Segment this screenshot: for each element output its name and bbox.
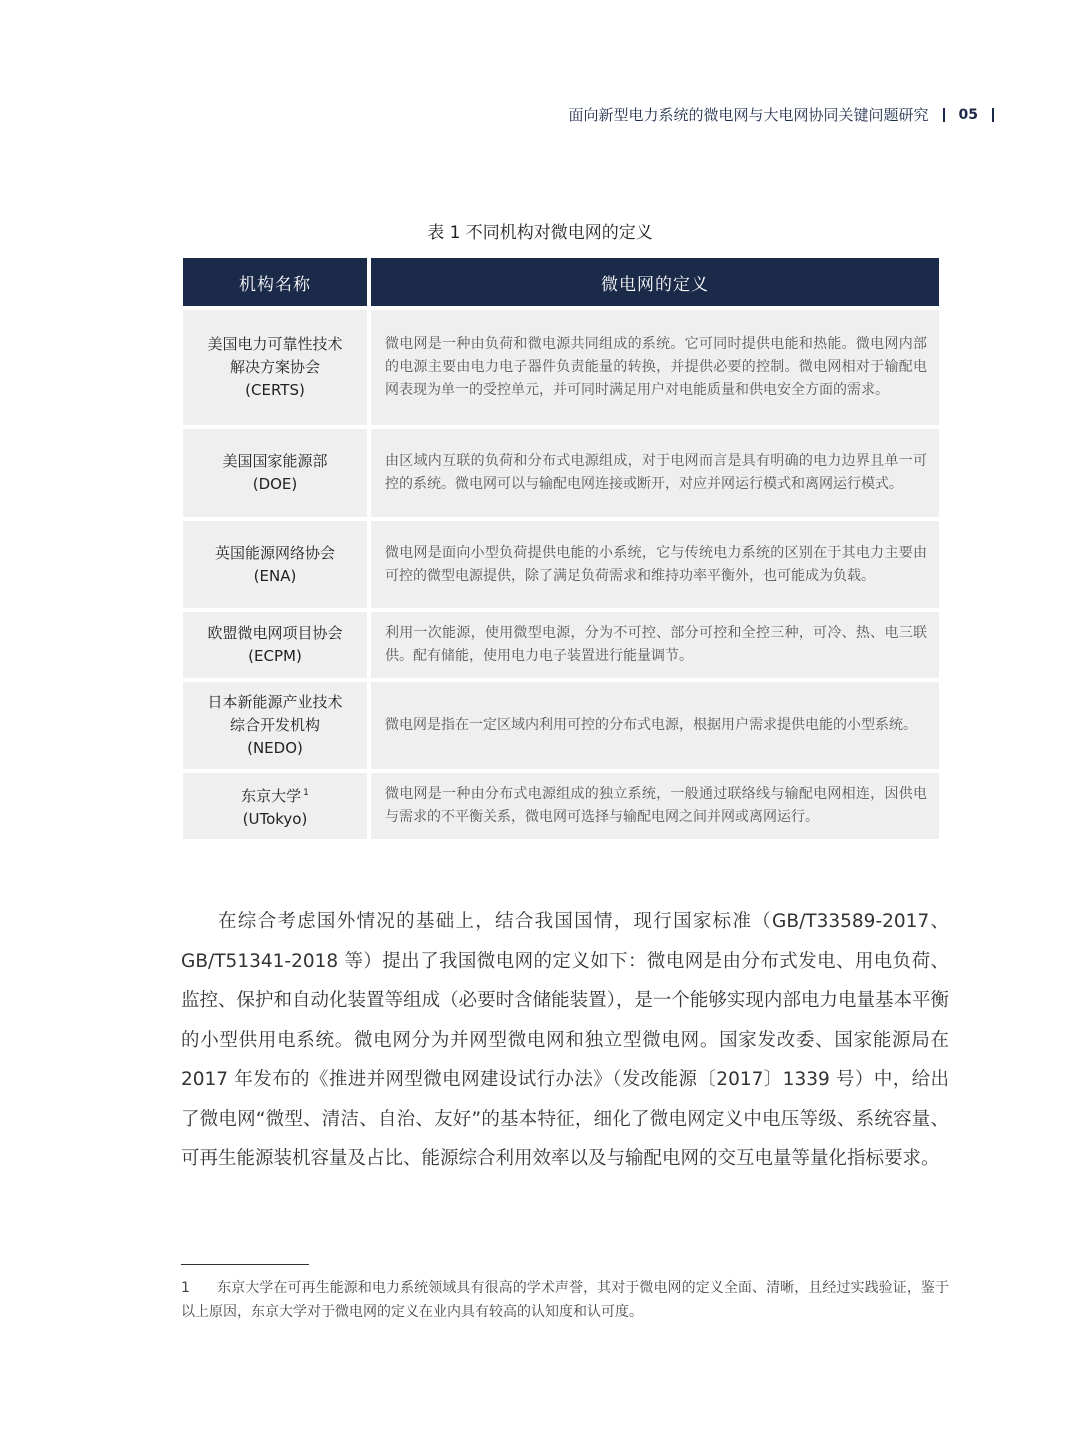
running-header xyxy=(569,104,995,125)
table-row xyxy=(183,612,939,678)
org-abbr: (UTokyo) xyxy=(242,809,308,828)
org-cell xyxy=(183,429,367,517)
org-name: 美国电力可靠性技术解决方案协会 xyxy=(207,335,343,376)
org-cell xyxy=(183,310,367,425)
table-row xyxy=(183,773,939,839)
column-header-definition: 微电网的定义 xyxy=(371,258,939,306)
header-divider-right xyxy=(992,108,994,122)
table-caption: 表 1 不同机构对微电网的定义 xyxy=(427,223,653,243)
org-abbr: (ECPM) xyxy=(248,647,302,665)
org-cell xyxy=(183,682,367,769)
definition-cell: 微电网是面向小型负荷提供电能的小系统，它与传统电力系统的区别在于其电力主要由可控的微型电源提供，除了满足负荷需求和维持功率平衡外，也可能成为负载。 xyxy=(371,521,939,608)
table-header-row xyxy=(183,258,939,306)
page-number: 05 xyxy=(958,106,978,123)
org-name: 美国国家能源部 xyxy=(222,452,328,470)
org-name: 英国能源网络协会 xyxy=(214,543,335,562)
org-abbr: (CERTS) xyxy=(245,381,305,399)
column-header-org: 机构名称 xyxy=(183,258,367,306)
org-cell xyxy=(183,612,367,678)
definition-cell: 微电网是一种由分布式电源组成的独立系统，一般通过联络线与输配电网相连，因供电与需求的不平衡关系，微电网可选择与输配电网之间并网或离网运行。 xyxy=(371,773,939,839)
org-abbr: (ENA) xyxy=(253,566,297,585)
body-paragraph: 在综合考虑国外情况的基础上，结合我国国情，现行国家标准（GB/T33589-2017、GB/T51341-2018 等）提出了我国微电网的定义如下：微电网是由分布式发电、用电负荷、监控、保护和自动化装置等组成（必要时含储能装置），是一个能够实现内部电力电量基本平衡的小型供用电系统。微电网分为并网型微电网和独立型微电网。国家发改委、国家能源局在 2017 年发布的《推进并网型微电网建设试行办法》（发改能源〔2017〕1339 号）中，给出了微电网“微型、清洁、自治、友好”的基本特征，细化了微电网定义中电压等级、系统容量、可再生能源装机容量及占比、能源综合利用效率以及与输配电网的交互电量等量化指标要求。 xyxy=(181,911,949,1169)
org-abbr: (NEDO) xyxy=(247,739,303,757)
table-row xyxy=(183,310,939,425)
org-cell xyxy=(183,521,367,608)
org-cell xyxy=(183,773,367,839)
table-row xyxy=(183,682,939,769)
definition-cell: 利用一次能源，使用微型电源，分为不可控、部分可控和全控三种，可冷、热、电三联供。配有储能，使用电力电子装置进行能量调节。 xyxy=(371,612,939,678)
org-name: 欧盟微电网项目协会 xyxy=(207,624,343,642)
footnote-number: 1 xyxy=(181,1280,190,1296)
table-row xyxy=(183,429,939,517)
definition-cell: 微电网是一种由负荷和微电源共同组成的系统。它可同时提供电能和热能。微电网内部的电源主要由电力电子器件负责能量的转换，并提供必要的控制。微电网相对于输配电网表现为单一的受控单元，并可同时满足用户对电能质量和供电安全方面的需求。 xyxy=(371,310,939,425)
footnote xyxy=(181,1276,949,1324)
org-name: 日本新能源产业技术综合开发机构 xyxy=(207,693,343,734)
definition-cell: 由区域内互联的负荷和分布式电源组成，对于电网而言是具有明确的电力边界且单一可控的系统。微电网可以与输配电网连接或断开，对应并网运行模式和离网运行模式。 xyxy=(371,429,939,517)
org-abbr: (DOE) xyxy=(252,475,298,493)
table-row xyxy=(183,521,939,608)
definition-cell: 微电网是指在一定区域内利用可控的分布式电源，根据用户需求提供电能的小型系统。 xyxy=(371,682,939,769)
org-name xyxy=(187,782,363,808)
footnote-mark[interactable]: 1 xyxy=(303,787,309,798)
header-title: 面向新型电力系统的微电网与大电网协同关键问题研究 xyxy=(568,106,929,124)
definition-table xyxy=(179,254,943,843)
org-name-text: 东京大学 xyxy=(241,786,302,805)
footnote-text: 东京大学在可再生能源和电力系统领域具有很高的学术声誉，其对于微电网的定义全面、清晰，且经过实践验证，鉴于以上原因，东京大学对于微电网的定义在业内具有较高的认知度和认可度。 xyxy=(181,1280,949,1320)
header-divider-left xyxy=(943,108,945,122)
footnote-divider xyxy=(181,1264,309,1265)
